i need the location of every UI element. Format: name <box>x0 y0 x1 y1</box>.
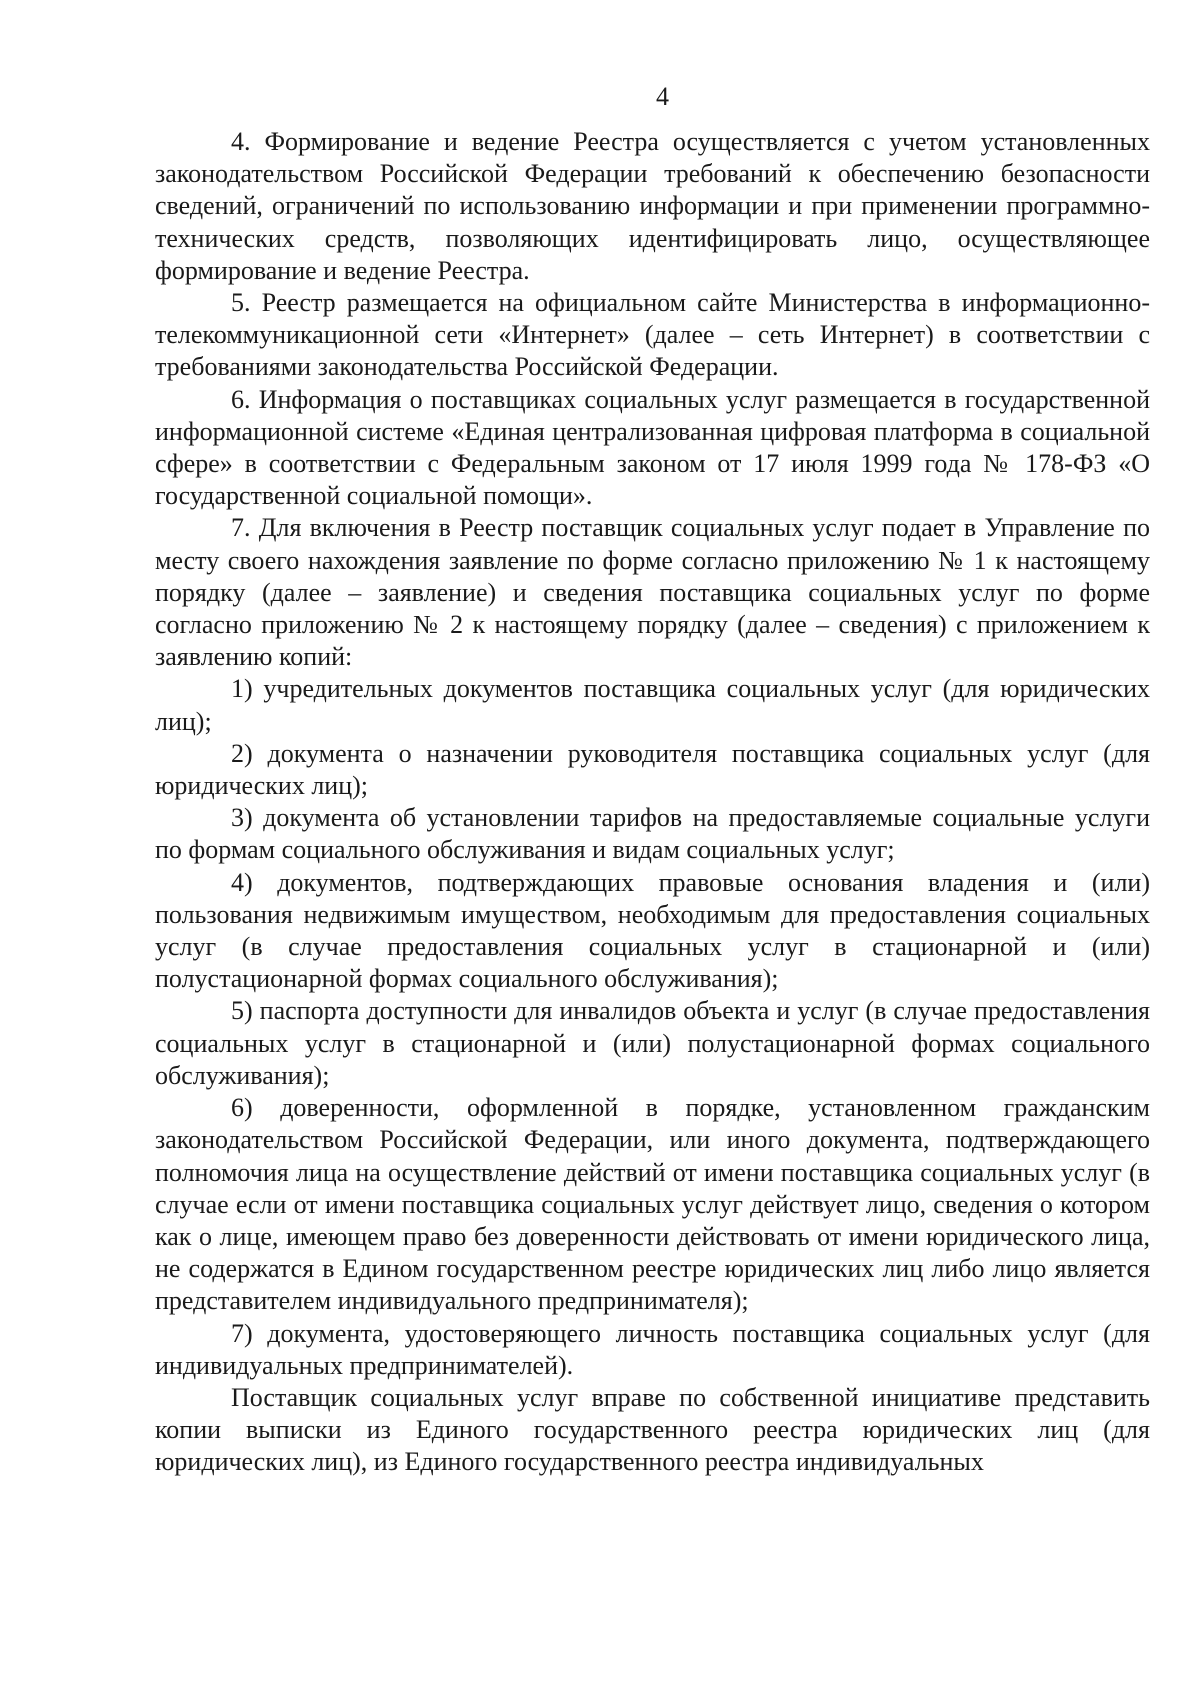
paragraph-5-registry-publication: 5. Реестр размещается на официальном сайте Министерства в информационно-телекоммуникационной сети «Интернет» (далее – сеть Интернет) в соответствии с требованиями законодательства Российской Федерации. <box>155 288 1150 382</box>
paragraph-7-inclusion-application: 7. Для включения в Реестр поставщик социальных услуг подает в Управление по месту своего нахождения заявление по форме согласно приложению № 1 к настоящему порядку (далее – заявление) и сведения поставщика социальных услуг по форме согласно приложению № 2 к настоящему порядку (далее – сведения) с приложением к заявлению копий: <box>155 513 1150 672</box>
list-item-2-head-appointment: 2) документа о назначении руководителя поставщика социальных услуг (для юридических лиц); <box>155 738 1150 801</box>
document-body <box>155 126 1150 1479</box>
paragraph-6-provider-information: 6. Информация о поставщиках социальных услуг размещается в государственной информационной системе «Единая централизованная цифровая платформа в социальной сфере» в соответствии с Федеральным законом от 17 июля 1999 года № 178-ФЗ «О государственной социальной помощи». <box>155 384 1150 511</box>
list-item-6-power-of-attorney: 6) доверенности, оформленной в порядке, установленном гражданским законодательством Российской Федерации, или иного документа, подтверждающего полномочия лица на осуществление действий от имени поставщика социальных услуг (в случае если от имени поставщика социальных услуг действует лицо, сведения о котором как о лице, имеющем право без доверенности действовать от имени юридического лица, не содержатся в Едином государственном реестре юридических лиц либо лицо является представителем индивидуального предпринимателя); <box>155 1093 1150 1316</box>
list-item-3-tariffs: 3) документа об установлении тарифов на предоставляемые социальные услуги по формам социального обслуживания и видам социальных услуг; <box>155 803 1150 865</box>
paragraph-provider-initiative: Поставщик социальных услуг вправе по собственной инициативе представить копии выписки из Единого государственного реестра юридических лиц (для юридических лиц), из Единого государственного реестра индивидуальных <box>155 1382 1150 1477</box>
paragraph-4-registry-security: 4. Формирование и ведение Реестра осуществляется с учетом установленных законодательством Российской Федерации требований к обеспечению безопасности сведений, ограничений по использованию информации и при применении программно-технических средств, позволяющих идентифицировать лицо, осуществляющее формирование и ведение Реестра. <box>155 127 1150 285</box>
list-item-1-constituent-documents: 1) учредительных документов поставщика социальных услуг (для юридических лиц); <box>155 674 1150 736</box>
list-item-7-identity-document: 7) документа, удостоверяющего личность поставщика социальных услуг (для индивидуальных предпринимателей). <box>155 1318 1150 1380</box>
list-item-4-property-rights: 4) документов, подтверждающих правовые основания владения и (или) пользования недвижимым имуществом, необходимым для предоставления социальных услуг (в случае предоставления социальных услуг в стационарной и (или) полустационарной формах социального обслуживания); <box>155 867 1150 994</box>
list-item-5-accessibility-passport: 5) паспорта доступности для инвалидов объекта и услуг (в случае предоставления социальных услуг в стационарной и (или) полустационарной формах социального обслуживания); <box>155 996 1150 1090</box>
page-number: 4 <box>656 82 669 111</box>
